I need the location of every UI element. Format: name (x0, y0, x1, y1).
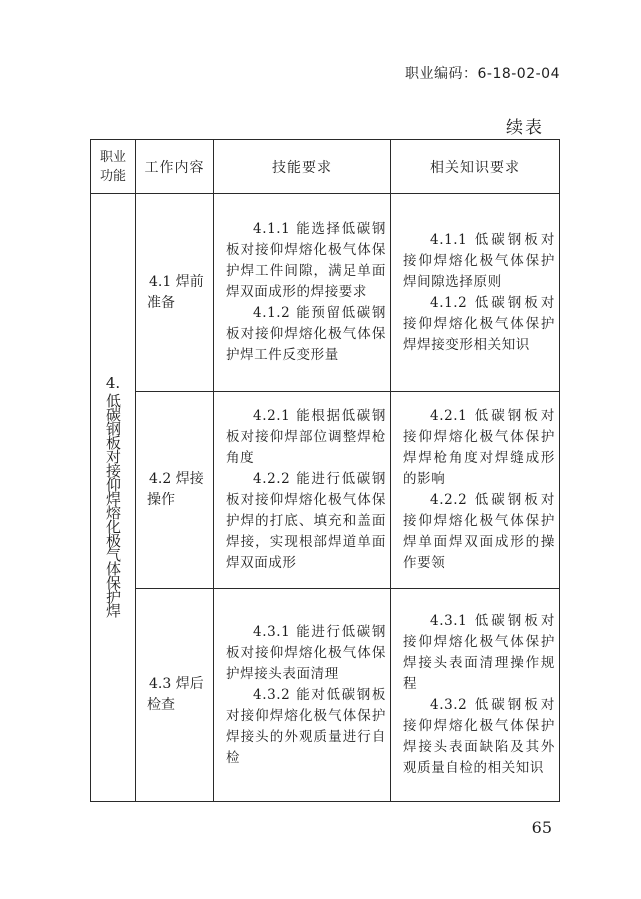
knowledge-item: 4.1.2 低碳钢板对接仰焊熔化极气体保护焊焊接变形相关知识 (403, 294, 555, 353)
header-function-line2: 功能 (99, 168, 126, 184)
work-content-cell (136, 589, 214, 802)
skill-item: 4.1.1 能选择低碳钢板对接仰焊熔化极气体保护焊工件间隙，满足单面焊双面成形的焊接要求 (226, 221, 386, 300)
table-row (91, 194, 560, 392)
continued-label: 续表 (506, 118, 544, 138)
work-content-title-cont: 操作 (147, 492, 175, 508)
function-name: 低碳钢板对接仰焊熔化极气体保护焊 (104, 393, 122, 617)
table-header-row (91, 140, 560, 194)
skill-item: 4.2.2 能进行低碳钢板对接仰焊熔化极气体保护焊的打底、填充和盖面焊接，实现根部焊道单面焊双面成形 (226, 471, 386, 571)
page-number: 65 (531, 818, 552, 837)
skills-table (90, 139, 560, 802)
skills-cell (214, 392, 391, 589)
knowledge-item: 4.3.2 低碳钢板对接仰焊熔化极气体保护焊接头表面缺陷及其外观质量自检的相关知识 (403, 697, 555, 776)
work-content-cell (136, 194, 214, 392)
skills-cell (214, 194, 391, 392)
table-row (91, 392, 560, 589)
skill-item: 4.1.2 能预留低碳钢板对接仰焊熔化极气体保护焊工件反变形量 (226, 305, 386, 363)
work-content-title-cont: 检查 (147, 697, 175, 713)
occupation-code: 职业编码：6-18-02-04 (404, 66, 560, 82)
knowledge-cell (391, 392, 560, 589)
work-content-title: 4.3 焊后 (149, 676, 204, 692)
function-cell (91, 194, 136, 802)
knowledge-item: 4.2.2 低碳钢板对接仰焊熔化极气体保护焊单面焊双面成形的操作要领 (403, 492, 555, 571)
knowledge-item: 4.3.1 低碳钢板对接仰焊熔化极气体保护焊接头表面清理操作规程 (403, 613, 555, 692)
work-content-title-cont: 准备 (147, 294, 175, 311)
header-function (91, 140, 136, 194)
table-row (91, 589, 560, 802)
header-function-line1: 职业 (99, 149, 126, 165)
skill-item: 4.3.1 能进行低碳钢板对接仰焊熔化极气体保护焊接头表面清理 (226, 623, 386, 682)
knowledge-cell (391, 589, 560, 802)
header-content: 工作内容 (136, 140, 214, 194)
header-skills: 技能要求 (214, 140, 391, 194)
work-content-title: 4.2 焊接 (149, 471, 204, 487)
knowledge-item: 4.1.1 低碳钢板对接仰焊熔化极气体保护焊间隙选择原则 (403, 231, 555, 290)
work-content-title: 4.1 焊前 (149, 273, 204, 290)
skill-item: 4.3.2 能对低碳钢板对接仰焊熔化极气体保护焊接头的外观质量进行自检 (226, 686, 386, 766)
function-number: 4. (105, 374, 121, 392)
skill-item: 4.2.1 能根据低碳钢板对接仰焊部位调整焊枪角度 (226, 408, 386, 466)
knowledge-cell (391, 194, 560, 392)
knowledge-item: 4.2.1 低碳钢板对接仰焊熔化极气体保护焊焊枪角度对焊缝成形的影响 (403, 408, 555, 487)
header-knowledge: 相关知识要求 (391, 140, 560, 194)
skills-cell (214, 589, 391, 802)
work-content-cell (136, 392, 214, 589)
